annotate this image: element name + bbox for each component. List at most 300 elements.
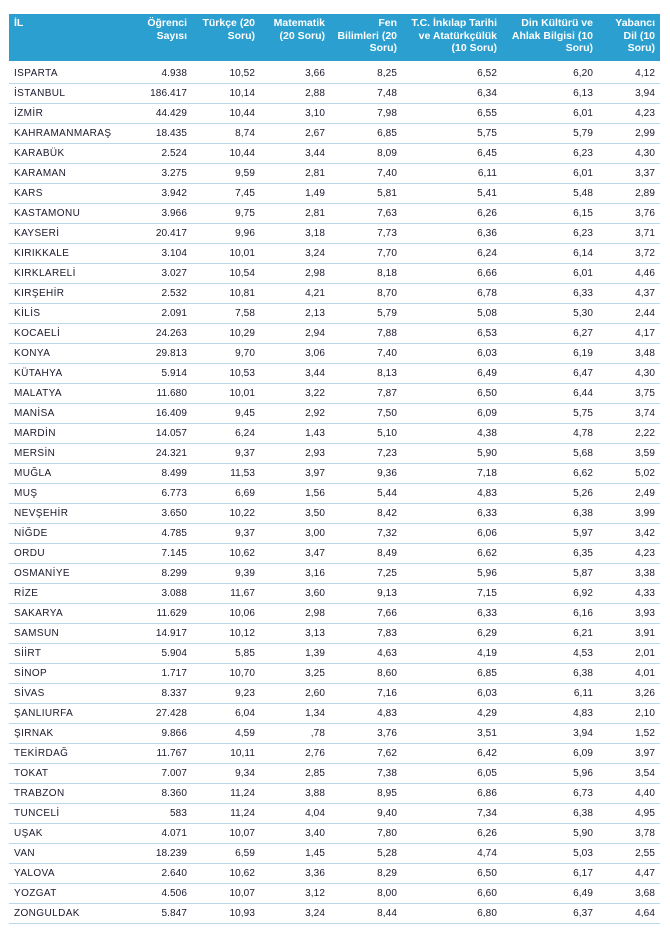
cell-student-count: 2.524 bbox=[124, 144, 192, 164]
table-row bbox=[9, 504, 660, 524]
cell-province: TRABZON bbox=[9, 784, 124, 804]
cell-student-count: 5.904 bbox=[124, 644, 192, 664]
table-row bbox=[9, 424, 660, 444]
cell-turkish: 7,58 bbox=[192, 304, 260, 324]
cell-province: MUĞLA bbox=[9, 464, 124, 484]
cell-mathematics: 3,44 bbox=[260, 364, 330, 384]
cell-foreign-language: 3,93 bbox=[598, 604, 660, 624]
cell-province: YALOVA bbox=[9, 864, 124, 884]
table-row bbox=[9, 664, 660, 684]
cell-province: UŞAK bbox=[9, 824, 124, 844]
cell-religion: 6,21 bbox=[502, 624, 598, 644]
cell-mathematics: 3,50 bbox=[260, 504, 330, 524]
cell-history: 6,05 bbox=[402, 764, 502, 784]
cell-foreign-language: 3,48 bbox=[598, 344, 660, 364]
cell-science: 7,66 bbox=[330, 604, 402, 624]
cell-student-count: 9.866 bbox=[124, 724, 192, 744]
cell-foreign-language: 4,46 bbox=[598, 264, 660, 284]
cell-province: OSMANİYE bbox=[9, 564, 124, 584]
cell-province: ORDU bbox=[9, 544, 124, 564]
cell-turkish: 9,75 bbox=[192, 204, 260, 224]
cell-foreign-language: 1,52 bbox=[598, 724, 660, 744]
cell-religion: 6,15 bbox=[502, 204, 598, 224]
table-row bbox=[9, 184, 660, 204]
cell-foreign-language: 2,99 bbox=[598, 124, 660, 144]
cell-mathematics: 3,00 bbox=[260, 524, 330, 544]
cell-mathematics: 3,16 bbox=[260, 564, 330, 584]
cell-student-count: 44.429 bbox=[124, 104, 192, 124]
cell-mathematics: 1,45 bbox=[260, 844, 330, 864]
cell-science: 7,87 bbox=[330, 384, 402, 404]
cell-history: 4,19 bbox=[402, 644, 502, 664]
table-row bbox=[9, 344, 660, 364]
cell-mathematics: 3,88 bbox=[260, 784, 330, 804]
cell-mathematics: 2,13 bbox=[260, 304, 330, 324]
cell-science: 5,44 bbox=[330, 484, 402, 504]
cell-religion: 6,35 bbox=[502, 544, 598, 564]
cell-religion: 6,73 bbox=[502, 784, 598, 804]
cell-religion: 5,79 bbox=[502, 124, 598, 144]
cell-province: KARAMAN bbox=[9, 164, 124, 184]
cell-science: 5,81 bbox=[330, 184, 402, 204]
cell-student-count: 2.532 bbox=[124, 284, 192, 304]
cell-student-count: 14.057 bbox=[124, 424, 192, 444]
cell-province: İSTANBUL bbox=[9, 84, 124, 104]
cell-turkish: 10,12 bbox=[192, 624, 260, 644]
cell-province: SAMSUN bbox=[9, 624, 124, 644]
cell-province: ŞIRNAK bbox=[9, 724, 124, 744]
cell-religion: 6,20 bbox=[502, 61, 598, 84]
cell-student-count: 20.417 bbox=[124, 224, 192, 244]
cell-province: KIRIKKALE bbox=[9, 244, 124, 264]
cell-history: 6,09 bbox=[402, 404, 502, 424]
cell-history: 5,08 bbox=[402, 304, 502, 324]
cell-history: 6,50 bbox=[402, 864, 502, 884]
cell-province: KIRKLARELİ bbox=[9, 264, 124, 284]
header-mathematics: Matematik (20 Soru) bbox=[260, 14, 330, 61]
cell-history: 5,41 bbox=[402, 184, 502, 204]
table-row bbox=[9, 464, 660, 484]
cell-province: KÜTAHYA bbox=[9, 364, 124, 384]
cell-religion: 6,49 bbox=[502, 884, 598, 904]
cell-student-count: 24.321 bbox=[124, 444, 192, 464]
table-row bbox=[9, 524, 660, 544]
cell-foreign-language: 3,97 bbox=[598, 744, 660, 764]
cell-student-count: 186.417 bbox=[124, 84, 192, 104]
cell-foreign-language: 3,75 bbox=[598, 384, 660, 404]
cell-turkish: 10,22 bbox=[192, 504, 260, 524]
cell-religion: 5,48 bbox=[502, 184, 598, 204]
cell-foreign-language: 4,95 bbox=[598, 804, 660, 824]
cell-mathematics: 2,60 bbox=[260, 684, 330, 704]
province-results-table bbox=[9, 14, 660, 924]
cell-student-count: 6.773 bbox=[124, 484, 192, 504]
cell-turkish: 7,45 bbox=[192, 184, 260, 204]
cell-mathematics: 3,06 bbox=[260, 344, 330, 364]
cell-student-count: 18.435 bbox=[124, 124, 192, 144]
cell-student-count: 3.650 bbox=[124, 504, 192, 524]
cell-science: 7,38 bbox=[330, 764, 402, 784]
cell-religion: 6,17 bbox=[502, 864, 598, 884]
cell-foreign-language: 3,54 bbox=[598, 764, 660, 784]
cell-province: SİİRT bbox=[9, 644, 124, 664]
cell-religion: 6,13 bbox=[502, 84, 598, 104]
cell-turkish: 10,44 bbox=[192, 144, 260, 164]
cell-foreign-language: 3,26 bbox=[598, 684, 660, 704]
cell-turkish: 11,53 bbox=[192, 464, 260, 484]
cell-history: 6,42 bbox=[402, 744, 502, 764]
cell-mathematics: 3,13 bbox=[260, 624, 330, 644]
cell-science: 7,88 bbox=[330, 324, 402, 344]
cell-mathematics: 1,34 bbox=[260, 704, 330, 724]
cell-mathematics: 3,66 bbox=[260, 61, 330, 84]
cell-foreign-language: 3,71 bbox=[598, 224, 660, 244]
table-row bbox=[9, 624, 660, 644]
cell-science: 7,73 bbox=[330, 224, 402, 244]
cell-student-count: 7.145 bbox=[124, 544, 192, 564]
cell-mathematics: 3,40 bbox=[260, 824, 330, 844]
cell-foreign-language: 3,37 bbox=[598, 164, 660, 184]
cell-religion: 5,03 bbox=[502, 844, 598, 864]
cell-mathematics: 3,12 bbox=[260, 884, 330, 904]
cell-foreign-language: 5,02 bbox=[598, 464, 660, 484]
table-row bbox=[9, 584, 660, 604]
cell-science: 7,50 bbox=[330, 404, 402, 424]
cell-history: 5,96 bbox=[402, 564, 502, 584]
cell-religion: 6,09 bbox=[502, 744, 598, 764]
table-row bbox=[9, 244, 660, 264]
table-row bbox=[9, 884, 660, 904]
cell-religion: 6,38 bbox=[502, 664, 598, 684]
cell-science: 8,42 bbox=[330, 504, 402, 524]
cell-religion: 6,14 bbox=[502, 244, 598, 264]
cell-turkish: 9,45 bbox=[192, 404, 260, 424]
cell-turkish: 6,24 bbox=[192, 424, 260, 444]
cell-province: ŞANLIURFA bbox=[9, 704, 124, 724]
cell-science: 4,63 bbox=[330, 644, 402, 664]
cell-province: SAKARYA bbox=[9, 604, 124, 624]
cell-mathematics: 3,97 bbox=[260, 464, 330, 484]
table-row bbox=[9, 164, 660, 184]
cell-student-count: 5.847 bbox=[124, 904, 192, 924]
cell-religion: 6,38 bbox=[502, 504, 598, 524]
cell-turkish: 5,85 bbox=[192, 644, 260, 664]
cell-turkish: 6,04 bbox=[192, 704, 260, 724]
cell-history: 6,34 bbox=[402, 84, 502, 104]
cell-student-count: 27.428 bbox=[124, 704, 192, 724]
cell-foreign-language: 2,22 bbox=[598, 424, 660, 444]
cell-religion: 6,38 bbox=[502, 804, 598, 824]
cell-turkish: 10,70 bbox=[192, 664, 260, 684]
header-foreign-language: Yabancı Dil (10 Soru) bbox=[598, 14, 660, 61]
cell-student-count: 29.813 bbox=[124, 344, 192, 364]
cell-foreign-language: 4,30 bbox=[598, 364, 660, 384]
cell-foreign-language: 3,68 bbox=[598, 884, 660, 904]
cell-student-count: 2.640 bbox=[124, 864, 192, 884]
cell-student-count: 8.360 bbox=[124, 784, 192, 804]
cell-science: 5,10 bbox=[330, 424, 402, 444]
cell-science: 7,40 bbox=[330, 344, 402, 364]
cell-science: 8,25 bbox=[330, 61, 402, 84]
table-header-row bbox=[9, 14, 660, 61]
cell-foreign-language: 2,01 bbox=[598, 644, 660, 664]
cell-mathematics: 3,24 bbox=[260, 904, 330, 924]
cell-mathematics: 3,18 bbox=[260, 224, 330, 244]
cell-province: VAN bbox=[9, 844, 124, 864]
cell-mathematics: 2,92 bbox=[260, 404, 330, 424]
cell-history: 6,33 bbox=[402, 604, 502, 624]
cell-turkish: 9,70 bbox=[192, 344, 260, 364]
cell-history: 6,29 bbox=[402, 624, 502, 644]
cell-turkish: 10,11 bbox=[192, 744, 260, 764]
cell-student-count: 16.409 bbox=[124, 404, 192, 424]
cell-history: 7,34 bbox=[402, 804, 502, 824]
table-row bbox=[9, 684, 660, 704]
cell-religion: 5,96 bbox=[502, 764, 598, 784]
cell-history: 4,38 bbox=[402, 424, 502, 444]
table-row bbox=[9, 864, 660, 884]
cell-foreign-language: 4,37 bbox=[598, 284, 660, 304]
table-row bbox=[9, 144, 660, 164]
table-row bbox=[9, 484, 660, 504]
cell-province: KİLİS bbox=[9, 304, 124, 324]
cell-foreign-language: 3,99 bbox=[598, 504, 660, 524]
cell-province: İZMİR bbox=[9, 104, 124, 124]
table-row bbox=[9, 844, 660, 864]
cell-science: 7,16 bbox=[330, 684, 402, 704]
cell-history: 5,90 bbox=[402, 444, 502, 464]
cell-turkish: 6,59 bbox=[192, 844, 260, 864]
cell-history: 6,26 bbox=[402, 204, 502, 224]
cell-province: MALATYA bbox=[9, 384, 124, 404]
cell-student-count: 5.914 bbox=[124, 364, 192, 384]
cell-science: 7,48 bbox=[330, 84, 402, 104]
header-religion: Din Kültürü ve Ahlak Bilgisi (10 Soru) bbox=[502, 14, 598, 61]
cell-mathematics: 2,94 bbox=[260, 324, 330, 344]
cell-science: 7,83 bbox=[330, 624, 402, 644]
cell-history: 6,26 bbox=[402, 824, 502, 844]
cell-history: 6,33 bbox=[402, 504, 502, 524]
table-row bbox=[9, 304, 660, 324]
cell-foreign-language: 3,91 bbox=[598, 624, 660, 644]
cell-foreign-language: 4,23 bbox=[598, 544, 660, 564]
cell-foreign-language: 4,30 bbox=[598, 144, 660, 164]
cell-turkish: 9,34 bbox=[192, 764, 260, 784]
cell-history: 6,11 bbox=[402, 164, 502, 184]
cell-religion: 6,44 bbox=[502, 384, 598, 404]
cell-science: 7,70 bbox=[330, 244, 402, 264]
cell-student-count: 14.917 bbox=[124, 624, 192, 644]
cell-turkish: 10,54 bbox=[192, 264, 260, 284]
cell-province: TEKİRDAĞ bbox=[9, 744, 124, 764]
cell-foreign-language: 4,40 bbox=[598, 784, 660, 804]
table-row bbox=[9, 564, 660, 584]
cell-turkish: 10,81 bbox=[192, 284, 260, 304]
cell-foreign-language: 2,89 bbox=[598, 184, 660, 204]
cell-religion: 6,23 bbox=[502, 224, 598, 244]
cell-mathematics: 3,44 bbox=[260, 144, 330, 164]
cell-science: 6,85 bbox=[330, 124, 402, 144]
cell-foreign-language: 4,64 bbox=[598, 904, 660, 924]
cell-student-count: 1.717 bbox=[124, 664, 192, 684]
cell-student-count: 24.263 bbox=[124, 324, 192, 344]
cell-foreign-language: 4,17 bbox=[598, 324, 660, 344]
cell-student-count: 4.506 bbox=[124, 884, 192, 904]
cell-mathematics: 2,76 bbox=[260, 744, 330, 764]
cell-student-count: 11.767 bbox=[124, 744, 192, 764]
cell-science: 7,63 bbox=[330, 204, 402, 224]
cell-mathematics: 2,98 bbox=[260, 604, 330, 624]
cell-turkish: 10,53 bbox=[192, 364, 260, 384]
header-turkish: Türkçe (20 Soru) bbox=[192, 14, 260, 61]
cell-province: KARABÜK bbox=[9, 144, 124, 164]
cell-student-count: 3.275 bbox=[124, 164, 192, 184]
cell-turkish: 10,06 bbox=[192, 604, 260, 624]
cell-history: 6,45 bbox=[402, 144, 502, 164]
table-row bbox=[9, 704, 660, 724]
cell-science: 7,98 bbox=[330, 104, 402, 124]
cell-province: MUŞ bbox=[9, 484, 124, 504]
cell-history: 4,83 bbox=[402, 484, 502, 504]
cell-student-count: 3.966 bbox=[124, 204, 192, 224]
cell-religion: 6,27 bbox=[502, 324, 598, 344]
cell-student-count: 4.071 bbox=[124, 824, 192, 844]
cell-science: 3,76 bbox=[330, 724, 402, 744]
cell-science: 8,95 bbox=[330, 784, 402, 804]
cell-province: MANİSA bbox=[9, 404, 124, 424]
cell-province: TOKAT bbox=[9, 764, 124, 784]
cell-student-count: 3.942 bbox=[124, 184, 192, 204]
cell-religion: 3,94 bbox=[502, 724, 598, 744]
cell-religion: 5,90 bbox=[502, 824, 598, 844]
cell-turkish: 11,67 bbox=[192, 584, 260, 604]
cell-religion: 6,11 bbox=[502, 684, 598, 704]
cell-religion: 5,87 bbox=[502, 564, 598, 584]
cell-turkish: 10,07 bbox=[192, 824, 260, 844]
table-row bbox=[9, 644, 660, 664]
cell-religion: 5,26 bbox=[502, 484, 598, 504]
cell-foreign-language: 3,94 bbox=[598, 84, 660, 104]
cell-mathematics: 3,25 bbox=[260, 664, 330, 684]
cell-religion: 5,30 bbox=[502, 304, 598, 324]
header-science: Fen Bilimleri (20 Soru) bbox=[330, 14, 402, 61]
cell-student-count: 11.629 bbox=[124, 604, 192, 624]
cell-turkish: 10,29 bbox=[192, 324, 260, 344]
table-row bbox=[9, 744, 660, 764]
cell-province: ISPARTA bbox=[9, 61, 124, 84]
cell-history: 6,03 bbox=[402, 344, 502, 364]
cell-history: 6,85 bbox=[402, 664, 502, 684]
cell-student-count: 11.680 bbox=[124, 384, 192, 404]
cell-religion: 6,01 bbox=[502, 164, 598, 184]
cell-history: 6,53 bbox=[402, 324, 502, 344]
cell-science: 7,40 bbox=[330, 164, 402, 184]
cell-science: 8,44 bbox=[330, 904, 402, 924]
cell-mathematics: 1,56 bbox=[260, 484, 330, 504]
cell-science: 8,49 bbox=[330, 544, 402, 564]
table-row bbox=[9, 264, 660, 284]
cell-religion: 6,23 bbox=[502, 144, 598, 164]
cell-turkish: 10,62 bbox=[192, 544, 260, 564]
cell-history: 6,03 bbox=[402, 684, 502, 704]
header-student-count: Öğrenci Sayısı bbox=[124, 14, 192, 61]
table-row bbox=[9, 224, 660, 244]
cell-province: NİĞDE bbox=[9, 524, 124, 544]
cell-turkish: 9,37 bbox=[192, 524, 260, 544]
cell-history: 6,78 bbox=[402, 284, 502, 304]
table-row bbox=[9, 824, 660, 844]
cell-history: 6,49 bbox=[402, 364, 502, 384]
cell-religion: 6,47 bbox=[502, 364, 598, 384]
cell-foreign-language: 3,76 bbox=[598, 204, 660, 224]
cell-foreign-language: 3,59 bbox=[598, 444, 660, 464]
cell-history: 6,52 bbox=[402, 61, 502, 84]
cell-history: 6,66 bbox=[402, 264, 502, 284]
cell-science: 5,28 bbox=[330, 844, 402, 864]
cell-foreign-language: 3,74 bbox=[598, 404, 660, 424]
cell-science: 7,80 bbox=[330, 824, 402, 844]
table-row bbox=[9, 604, 660, 624]
cell-religion: 5,75 bbox=[502, 404, 598, 424]
table-row bbox=[9, 284, 660, 304]
cell-mathematics: 3,47 bbox=[260, 544, 330, 564]
cell-turkish: 8,74 bbox=[192, 124, 260, 144]
table-row bbox=[9, 204, 660, 224]
table-row bbox=[9, 764, 660, 784]
cell-religion: 6,62 bbox=[502, 464, 598, 484]
cell-province: SİNOP bbox=[9, 664, 124, 684]
cell-science: 7,32 bbox=[330, 524, 402, 544]
cell-turkish: 9,37 bbox=[192, 444, 260, 464]
cell-history: 7,18 bbox=[402, 464, 502, 484]
cell-history: 6,50 bbox=[402, 384, 502, 404]
cell-turkish: 10,44 bbox=[192, 104, 260, 124]
cell-science: 7,23 bbox=[330, 444, 402, 464]
cell-science: 7,62 bbox=[330, 744, 402, 764]
header-history: T.C. İnkılap Tarihi ve Atatürkçülük (10 Soru) bbox=[402, 14, 502, 61]
cell-mathematics: 1,43 bbox=[260, 424, 330, 444]
cell-turkish: 10,01 bbox=[192, 244, 260, 264]
cell-history: 3,51 bbox=[402, 724, 502, 744]
cell-religion: 6,01 bbox=[502, 264, 598, 284]
cell-province: KAYSERİ bbox=[9, 224, 124, 244]
cell-religion: 6,16 bbox=[502, 604, 598, 624]
cell-turkish: 4,59 bbox=[192, 724, 260, 744]
cell-province: TUNCELİ bbox=[9, 804, 124, 824]
cell-foreign-language: 4,33 bbox=[598, 584, 660, 604]
cell-student-count: 583 bbox=[124, 804, 192, 824]
table-row bbox=[9, 724, 660, 744]
cell-foreign-language: 2,44 bbox=[598, 304, 660, 324]
cell-student-count: 8.337 bbox=[124, 684, 192, 704]
cell-mathematics: 2,93 bbox=[260, 444, 330, 464]
cell-science: 8,29 bbox=[330, 864, 402, 884]
cell-history: 6,80 bbox=[402, 904, 502, 924]
cell-religion: 6,33 bbox=[502, 284, 598, 304]
cell-province: MARDİN bbox=[9, 424, 124, 444]
cell-foreign-language: 2,49 bbox=[598, 484, 660, 504]
cell-religion: 4,53 bbox=[502, 644, 598, 664]
cell-religion: 5,68 bbox=[502, 444, 598, 464]
cell-foreign-language: 3,72 bbox=[598, 244, 660, 264]
cell-turkish: 9,96 bbox=[192, 224, 260, 244]
cell-student-count: 3.027 bbox=[124, 264, 192, 284]
cell-province: MERSİN bbox=[9, 444, 124, 464]
cell-province: YOZGAT bbox=[9, 884, 124, 904]
cell-mathematics: 2,67 bbox=[260, 124, 330, 144]
cell-science: 8,09 bbox=[330, 144, 402, 164]
cell-student-count: 3.104 bbox=[124, 244, 192, 264]
